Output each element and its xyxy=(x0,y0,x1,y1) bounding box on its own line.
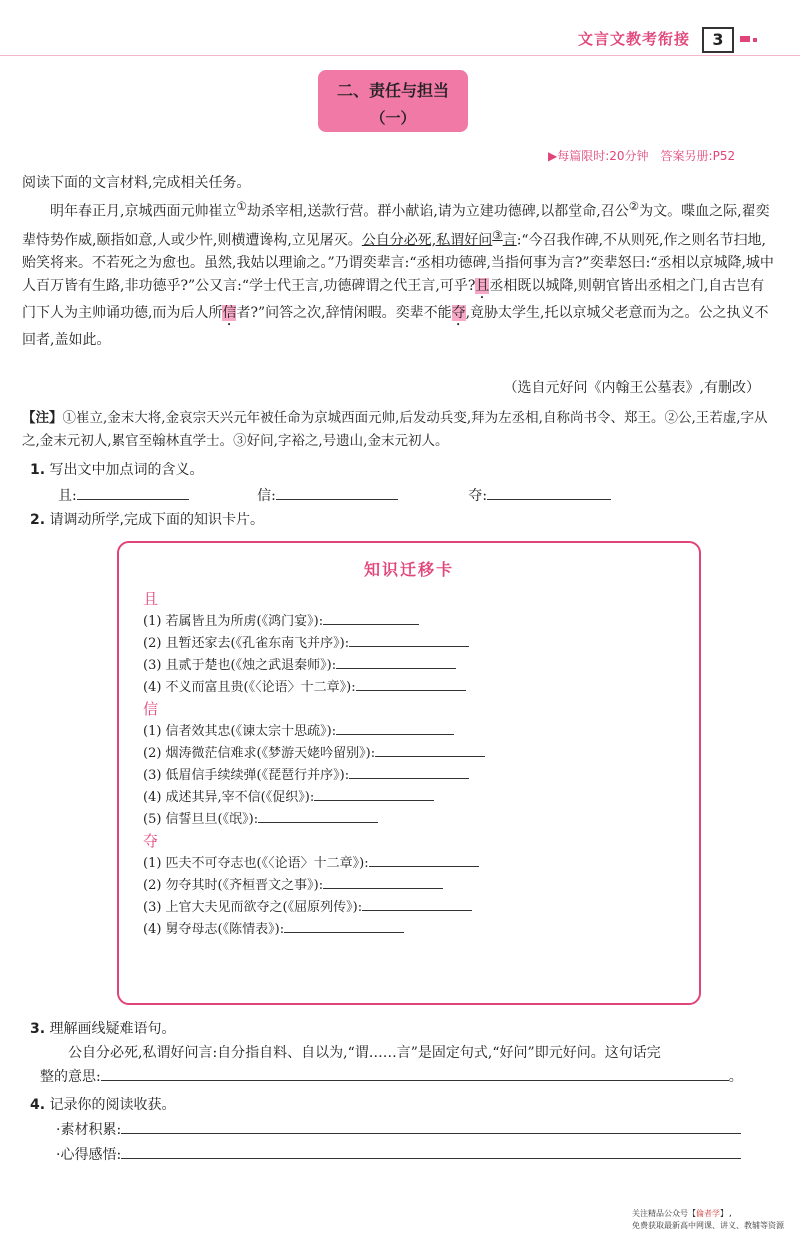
card-item-text: (3) 上官大夫见而欲夺之(《屈原列传》): xyxy=(143,900,363,915)
card-item-text: (5) 信誓旦旦(《氓》): xyxy=(143,812,259,827)
card-answer[interactable] xyxy=(362,896,472,911)
passage-text: 为文。喋血之际,翟奕辈恃势作威,颐指如意,人或少忤,则横遭谗构,立见屠灭。 xyxy=(22,203,770,249)
q4-answer-insights[interactable] xyxy=(121,1144,741,1159)
card-item-text: (3) 低眉信手续续弹(《琵琶行并序》): xyxy=(143,768,350,783)
q2-text: 请调动所学,完成下面的知识卡片。 xyxy=(49,512,264,528)
section-subtitle: （一） xyxy=(370,109,416,127)
question-4 xyxy=(30,1094,176,1116)
q2-number: 2. xyxy=(30,512,46,528)
note-ref: ③ xyxy=(492,227,503,242)
time-note: ▶每篇限时:20分钟 答案另册:P52 xyxy=(548,149,736,163)
card-item xyxy=(143,874,485,896)
key-word-xin: 信 xyxy=(222,305,237,322)
q1-answer-xin[interactable] xyxy=(276,485,398,500)
notes-label: 【注】 xyxy=(22,410,63,426)
card-item xyxy=(143,786,485,808)
passage-text: :“今召我作碑,不从则死,作之则名节扫地,贻笑将来。不若死之为愈也。虽然,我姑以理谕之。”乃谓奕辈言:“丞相功德碑,当指何事为言?”奕辈怒曰:“丞相以京城降,城中人百万皆有生路,非功德乎?”公又言:“学士代王言,功德碑谓之代王言,可乎? xyxy=(22,232,774,295)
question-1 xyxy=(30,459,204,481)
card-answer[interactable] xyxy=(323,610,419,625)
notes-text: ①崔立,金末大将,金哀宗天兴元年被任命为京城西面元帅,后发动兵变,拜为左丞相,自称尚书令、郑王。②公,王若虚,字从之,金末元初人,累官至翰林直学士。③好问,字裕之,号遗山,金末元初人。 xyxy=(22,410,768,449)
card-item-text: (2) 烟涛微茫信难求(《梦游天姥吟留别》): xyxy=(143,746,376,761)
passage-text: ,竟胁太学生,托以京城父老意而为之。公之执义不回者,盖如此。 xyxy=(22,305,769,349)
q3-text: 理解画线疑难语句。 xyxy=(49,1021,176,1037)
q3-answer-end: 。 xyxy=(728,1069,743,1085)
note-ref: ① xyxy=(236,199,247,213)
card-item xyxy=(143,918,485,940)
q3-body: 公自分必死,私谓好问言:自分指自料、自以为,“谓……言”是固定句式,“好问”即元好问。这句话完 xyxy=(68,1045,661,1061)
q3-answer-line[interactable] xyxy=(101,1066,729,1081)
underlined-sentence: 言 xyxy=(502,232,517,249)
card-list xyxy=(143,588,485,940)
knowledge-card xyxy=(117,541,701,1005)
card-item-text: (4) 舅夺母志(《陈情表》): xyxy=(143,922,285,937)
card-item-text: (4) 不义而富且贵(《〈论语〉十二章》): xyxy=(143,680,356,695)
q4-answer-materials[interactable] xyxy=(121,1119,741,1134)
source-citation: （选自元好问《内翰王公墓表》,有删改） xyxy=(503,380,760,396)
card-answer[interactable] xyxy=(356,676,466,691)
footer-text: 】, xyxy=(720,1209,733,1218)
card-item xyxy=(143,896,485,918)
card-item-text: (4) 成述其异,宰不信(《促织》): xyxy=(143,790,315,805)
card-item xyxy=(143,676,485,698)
card-item-text: (1) 信者效其忠(《谏太宗十思疏》): xyxy=(143,724,337,739)
footer-brand: 倫者学 xyxy=(696,1209,720,1218)
card-head-xin: 信 xyxy=(143,700,159,718)
key-word-duo: 夺 xyxy=(451,305,466,322)
card-item xyxy=(143,808,485,830)
passage-text: 劫杀宰相,送款行营。群小献谄,请为立建功德碑,以都堂命,召公 xyxy=(246,203,629,220)
series-title: 文言文教考衔接 xyxy=(578,30,691,48)
card-item xyxy=(143,632,485,654)
section-title: 二、责任与担当 xyxy=(336,81,449,100)
card-answer[interactable] xyxy=(336,654,456,669)
q1-label-xin: 信: xyxy=(257,488,276,504)
question-2 xyxy=(30,509,264,531)
card-answer[interactable] xyxy=(336,720,454,735)
notes xyxy=(22,407,778,453)
card-item xyxy=(143,720,485,742)
card-answer[interactable] xyxy=(258,808,378,823)
card-title: 知识迁移卡 xyxy=(363,560,454,579)
q3-answer-row xyxy=(40,1066,780,1089)
q4-label-materials: ·素材积累: xyxy=(56,1122,122,1138)
card-item-text: (2) 且暂还家去(《孔雀东南飞并序》): xyxy=(143,636,350,651)
q1-label-duo: 夺: xyxy=(468,488,488,504)
q4-row-insights xyxy=(56,1144,776,1167)
card-answer[interactable] xyxy=(323,874,443,889)
question-3 xyxy=(30,1018,176,1040)
passage xyxy=(22,195,778,352)
footer-line-1 xyxy=(632,1208,784,1220)
passage-text: 者?”问答之次,辞情闲暇。奕辈不能 xyxy=(236,305,452,322)
card-item-text: (1) 若属皆且为所虏(《鸿门宴》): xyxy=(143,614,324,629)
underlined-sentence: 公自分必死,私谓好问 xyxy=(361,232,493,249)
card-item xyxy=(143,742,485,764)
card-answer[interactable] xyxy=(375,742,485,757)
q1-answer-row xyxy=(58,485,611,505)
key-word-qie: 且 xyxy=(475,278,490,295)
card-answer[interactable] xyxy=(349,764,469,779)
header-divider xyxy=(0,55,800,56)
q1-text: 写出文中加点词的含义。 xyxy=(49,462,204,478)
passage-text: 丞相既以城降,则朝官皆出丞相之门,自古岂有门下人为主帅诵功德,而为后人所 xyxy=(22,278,765,322)
q1-label-qie: 且: xyxy=(58,488,77,504)
q1-answer-qie[interactable] xyxy=(77,485,189,500)
card-item-text: (3) 且贰于楚也(《烛之武退秦师》): xyxy=(143,658,337,673)
q3-number: 3. xyxy=(30,1021,46,1037)
q3-answer-label: 整的意思: xyxy=(40,1069,101,1085)
card-item xyxy=(143,852,485,874)
footer-text: 关注精品公众号【 xyxy=(632,1209,696,1218)
passage-text: 明年春正月,京城西面元帅崔立 xyxy=(50,203,237,220)
note-ref: ② xyxy=(628,199,640,213)
card-item xyxy=(143,764,485,786)
page-number: 3 xyxy=(702,27,734,53)
card-head-duo: 夺 xyxy=(143,832,159,850)
card-item-text: (1) 匹夫不可夺志也(《〈论语〉十二章》): xyxy=(143,856,369,871)
card-answer[interactable] xyxy=(349,632,469,647)
header-decoration xyxy=(740,33,762,45)
q4-text: 记录你的阅读收获。 xyxy=(49,1097,176,1113)
q1-number: 1. xyxy=(30,462,46,478)
card-answer[interactable] xyxy=(369,852,479,867)
intro-text: 阅读下面的文言材料,完成相关任务。 xyxy=(22,175,251,191)
card-answer[interactable] xyxy=(284,918,404,933)
q4-number: 4. xyxy=(30,1097,46,1113)
q4-label-insights: ·心得感悟: xyxy=(56,1147,122,1163)
footer-line-2: 免费获取最新高中网课、讲义、教辅等资源 xyxy=(632,1221,784,1230)
card-item-text: (2) 勿夺其时(《齐桓晋文之事》): xyxy=(143,878,324,893)
footer-watermark xyxy=(632,1208,784,1232)
card-head-qie: 且 xyxy=(143,590,159,608)
q4-row-materials xyxy=(56,1119,776,1142)
card-answer[interactable] xyxy=(314,786,434,801)
section-title-box xyxy=(318,70,468,132)
card-item xyxy=(143,654,485,676)
card-item xyxy=(143,610,485,632)
q1-answer-duo[interactable] xyxy=(487,485,611,500)
